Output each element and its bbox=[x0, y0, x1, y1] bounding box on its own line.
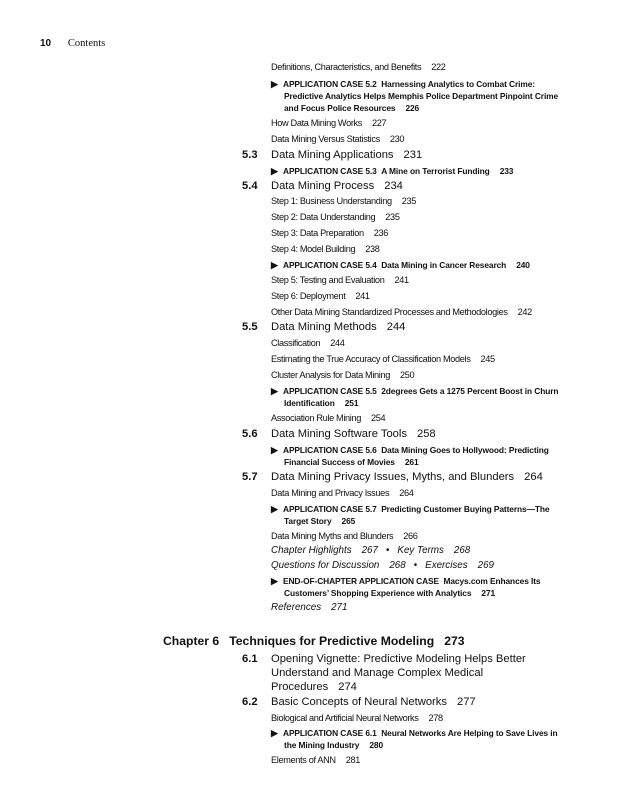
application-case-entry-cont[interactable]: Predictive Analytics Helps Memphis Police Department Pinpoint Crime bbox=[284, 91, 559, 101]
section-entry[interactable]: Basic Concepts of Neural Networks 277 bbox=[271, 696, 476, 708]
application-case-entry[interactable]: ▶ APPLICATION CASE 5.2 Harnessing Analytics to Combat Crime: bbox=[271, 79, 535, 89]
toc-entry[interactable]: Step 3: Data Preparation 236 bbox=[271, 228, 389, 238]
section-entry[interactable]: Opening Vignette: Predictive Modeling Helps Better bbox=[271, 653, 526, 665]
end-matter-entry[interactable]: Chapter Highlights 267 • Key Terms 268 bbox=[271, 545, 471, 556]
toc-entry[interactable]: Step 2: Data Understanding 235 bbox=[271, 212, 400, 222]
section-entry[interactable]: Data Mining Process 234 bbox=[271, 180, 403, 192]
triangle-bullet-icon: ▶ bbox=[271, 728, 278, 738]
section-entry[interactable]: Data Mining Applications 231 bbox=[271, 149, 423, 161]
triangle-bullet-icon: ▶ bbox=[271, 166, 278, 176]
application-case-entry[interactable]: ▶ APPLICATION CASE 5.3 A Mine on Terrorist Funding 233 bbox=[271, 166, 514, 176]
section-entry[interactable]: Data Mining Privacy Issues, Myths, and Blunders 264 bbox=[271, 471, 543, 483]
toc-entry[interactable]: Step 5: Testing and Evaluation 241 bbox=[271, 275, 409, 285]
section-number: 5.7 bbox=[242, 471, 258, 483]
toc-entry[interactable]: Classification 244 bbox=[271, 338, 345, 348]
triangle-bullet-icon: ▶ bbox=[271, 386, 278, 396]
chapter-label: Chapter 6 bbox=[163, 634, 220, 648]
end-of-chapter-case-entry-cont[interactable]: Customers’ Shopping Experience with Analytics 271 bbox=[284, 588, 496, 598]
application-case-entry-cont[interactable]: the Mining Industry 280 bbox=[284, 740, 384, 750]
toc-entry[interactable]: Definitions, Characteristics, and Benefits 222 bbox=[271, 62, 446, 72]
toc-entry[interactable]: Estimating the True Accuracy of Classification Models 245 bbox=[271, 354, 495, 364]
running-head: Contents bbox=[67, 38, 106, 49]
toc-entry[interactable]: Data Mining and Privacy Issues 264 bbox=[271, 488, 414, 498]
section-number: 5.4 bbox=[242, 180, 258, 192]
section-entry-cont[interactable]: Procedures 274 bbox=[271, 681, 357, 693]
triangle-bullet-icon: ▶ bbox=[271, 79, 278, 89]
bullet-separator: • bbox=[413, 560, 418, 571]
section-number: 5.6 bbox=[242, 428, 258, 440]
end-matter-entry[interactable]: Questions for Discussion 268 • Exercises 269 bbox=[271, 560, 494, 571]
toc-entry[interactable]: Association Rule Mining 254 bbox=[271, 413, 386, 423]
toc-entry[interactable]: Data Mining Versus Statistics 230 bbox=[271, 134, 405, 144]
toc-entry[interactable]: Other Data Mining Standardized Processes and Methodologies 242 bbox=[271, 307, 532, 317]
triangle-bullet-icon: ▶ bbox=[271, 260, 278, 270]
section-number: 5.5 bbox=[242, 321, 258, 333]
application-case-entry-cont[interactable]: Target Story 265 bbox=[284, 516, 356, 526]
toc-entry[interactable]: How Data Mining Works 227 bbox=[271, 118, 387, 128]
section-entry[interactable]: Data Mining Software Tools 258 bbox=[271, 428, 436, 440]
toc-entry[interactable]: Cluster Analysis for Data Mining 250 bbox=[271, 370, 415, 380]
toc-entry[interactable]: Biological and Artificial Neural Networks 278 bbox=[271, 713, 443, 723]
application-case-entry[interactable]: ▶ APPLICATION CASE 5.4 Data Mining in Cancer Research 240 bbox=[271, 260, 530, 270]
section-entry[interactable]: Data Mining Methods 244 bbox=[271, 321, 406, 333]
application-case-entry-cont[interactable]: Financial Success of Movies 261 bbox=[284, 457, 419, 467]
toc-entry[interactable]: Data Mining Myths and Blunders 266 bbox=[271, 531, 418, 541]
section-entry-cont[interactable]: Understand and Manage Complex Medical bbox=[271, 667, 484, 679]
application-case-entry[interactable]: ▶ APPLICATION CASE 5.6 Data Mining Goes to Hollywood: Predicting bbox=[271, 445, 549, 455]
application-case-entry-cont[interactable]: and Focus Police Resources 226 bbox=[284, 103, 420, 113]
end-of-chapter-case-entry[interactable]: ▶ END-OF-CHAPTER APPLICATION CASE Macys.com Enhances Its bbox=[271, 576, 541, 586]
page-number: 10 bbox=[40, 38, 52, 49]
bullet-separator: • bbox=[385, 545, 390, 556]
chapter-title: Techniques for Predictive Modeling bbox=[229, 634, 435, 648]
chapter-heading[interactable]: Chapter 6 Techniques for Predictive Modeling 273 bbox=[163, 634, 465, 648]
toc-entry[interactable]: Step 6: Deployment 241 bbox=[271, 291, 370, 301]
toc-entry[interactable]: Elements of ANN 281 bbox=[271, 755, 360, 765]
section-number: 6.2 bbox=[242, 696, 258, 708]
section-number: 6.1 bbox=[242, 653, 258, 665]
triangle-bullet-icon: ▶ bbox=[271, 576, 278, 586]
triangle-bullet-icon: ▶ bbox=[271, 504, 278, 514]
section-number: 5.3 bbox=[242, 149, 258, 161]
references-entry[interactable]: References 271 bbox=[271, 602, 348, 613]
application-case-entry[interactable]: ▶ APPLICATION CASE 6.1 Neural Networks Are Helping to Save Lives in bbox=[271, 728, 558, 738]
application-case-entry[interactable]: ▶ APPLICATION CASE 5.7 Predicting Customer Buying Patterns—The bbox=[271, 504, 550, 514]
application-case-entry[interactable]: ▶ APPLICATION CASE 5.5 2degrees Gets a 1275 Percent Boost in Churn bbox=[271, 386, 559, 396]
application-case-entry-cont[interactable]: Identification 251 bbox=[284, 398, 359, 408]
toc-entry[interactable]: Step 4: Model Building 238 bbox=[271, 244, 380, 254]
triangle-bullet-icon: ▶ bbox=[271, 445, 278, 455]
toc-entry[interactable]: Step 1: Business Understanding 235 bbox=[271, 196, 417, 206]
